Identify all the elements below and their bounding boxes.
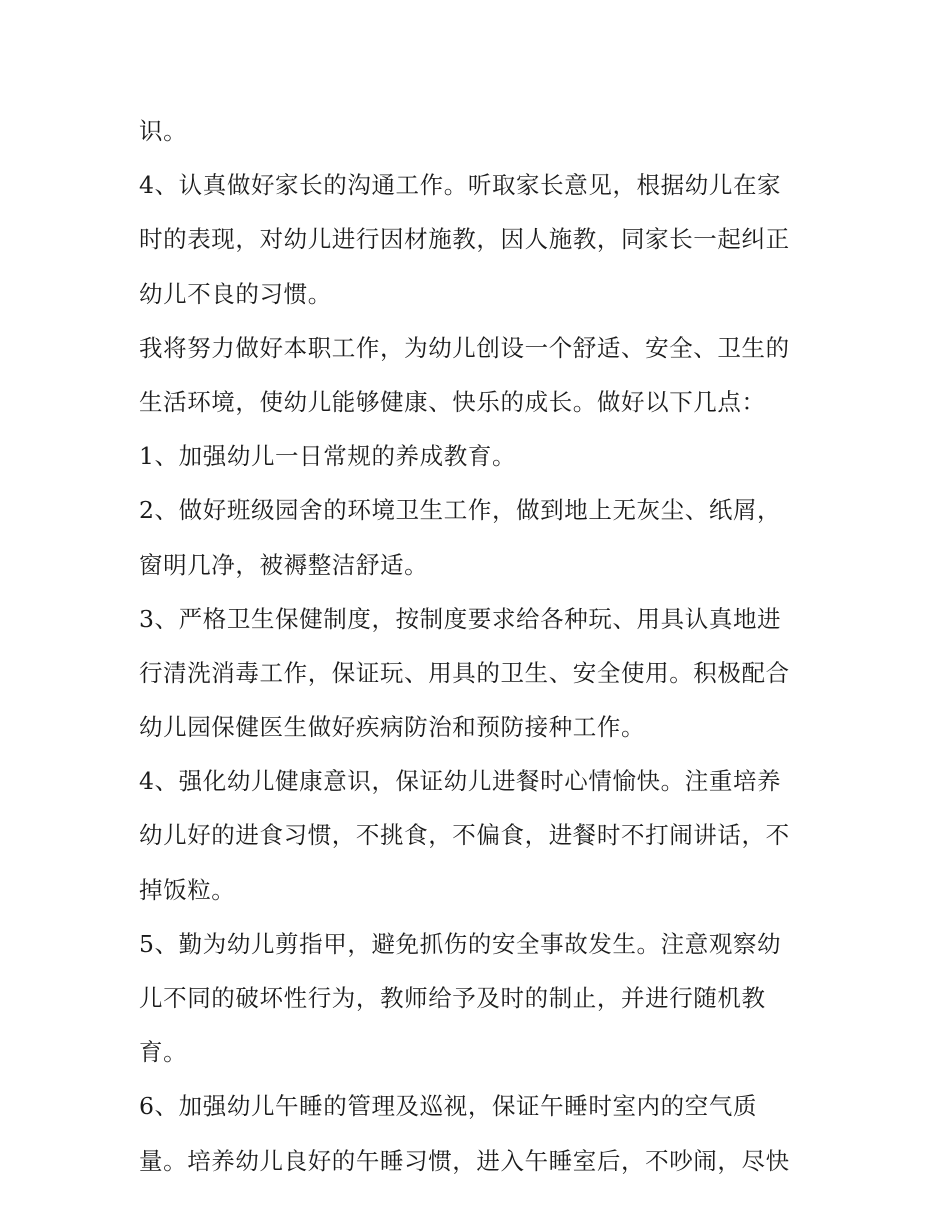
text-line: 3、严格卫生保健制度，按制度要求给各种玩、用具认真地进 — [139, 604, 782, 633]
text-line: 幼儿好的进食习惯，不挑食，不偏食，进餐时不打闹讲话，不 — [139, 821, 790, 850]
text-line: 5、勤为幼儿剪指甲，避免抓伤的安全事故发生。注意观察幼 — [139, 929, 782, 958]
text-line: 育。 — [139, 1038, 188, 1067]
text-line: 4、认真做好家长的沟通工作。听取家长意见，根据幼儿在家 — [139, 171, 782, 200]
text-line: 6、加强幼儿午睡的管理及巡视，保证午睡时室内的空气质 — [139, 1092, 758, 1121]
text-line: 量。培养幼儿良好的午睡习惯，进入午睡室后，不吵闹，尽快 — [139, 1146, 790, 1175]
text-line: 幼儿不良的习惯。 — [139, 279, 332, 308]
text-line: 4、强化幼儿健康意识，保证幼儿进餐时心情愉快。注重培养 — [139, 767, 782, 796]
text-line: 幼儿园保健医生做好疾病防治和预防接种工作。 — [139, 713, 646, 742]
text-line: 生活环境，使幼儿能够健康、快乐的成长。做好以下几点： — [139, 387, 766, 416]
text-line: 窗明几净，被褥整洁舒适。 — [139, 550, 429, 579]
text-line: 2、做好班级园舍的环境卫生工作，做到地上无灰尘、纸屑， — [139, 496, 782, 525]
text-line: 1、加强幼儿一日常规的养成教育。 — [139, 442, 517, 471]
text-line: 行清洗消毒工作，保证玩、用具的卫生、安全使用。积极配合 — [139, 658, 790, 687]
text-line: 识。 — [139, 117, 188, 145]
text-line: 掉饭粒。 — [139, 875, 236, 904]
text-line: 时的表现，对幼儿进行因材施教，因人施教，同家长一起纠正 — [139, 225, 790, 254]
text-line: 我将努力做好本职工作，为幼儿创设一个舒适、安全、卫生的 — [139, 333, 790, 362]
text-line: 儿不同的破坏性行为，教师给予及时的制止，并进行随机教 — [139, 984, 766, 1012]
document-body — [139, 104, 829, 1188]
